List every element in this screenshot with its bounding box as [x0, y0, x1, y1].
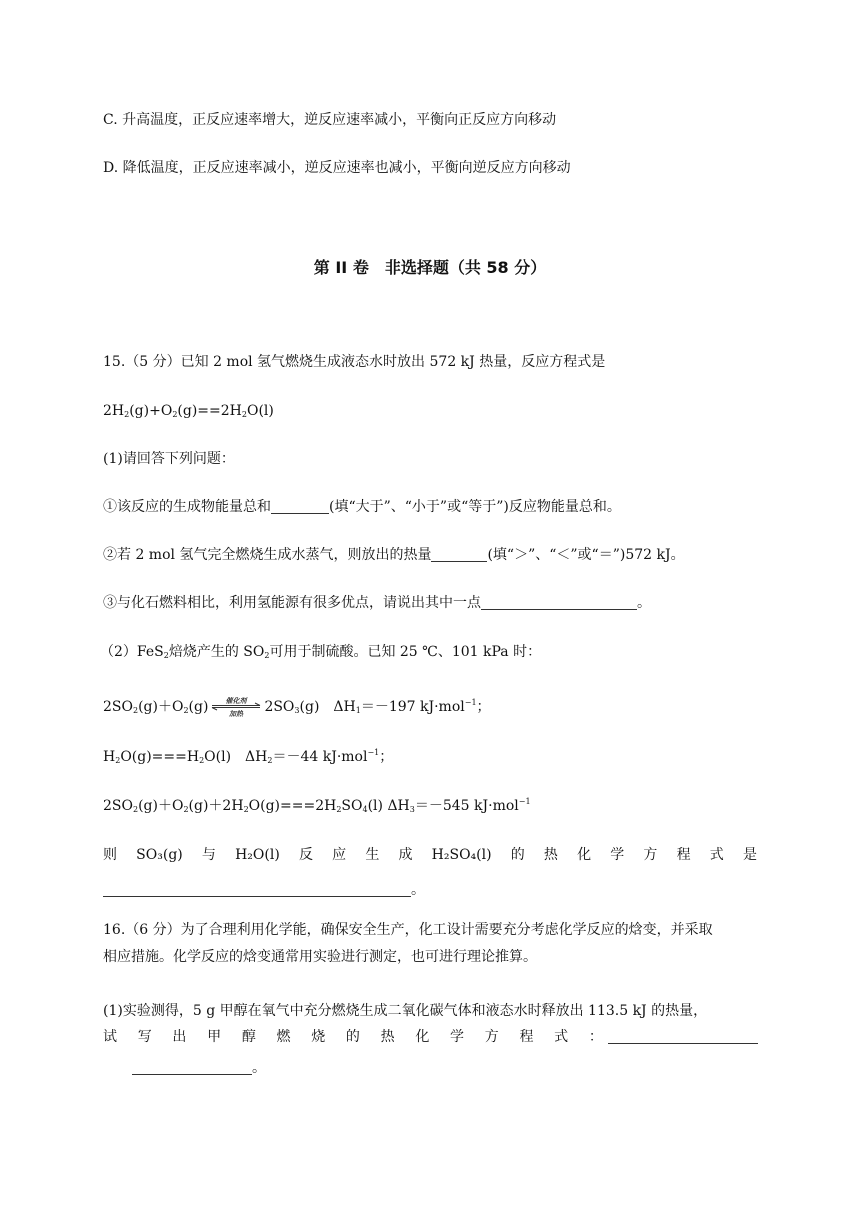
q15-intro: 15.（5 分）已知 2 mol 氢气燃烧生成液态水时放出 572 kJ 热量，反应方程式是: [103, 354, 606, 370]
q15-q3-text-post: 。: [637, 595, 651, 611]
word: 烧: [311, 1029, 326, 1045]
word: 化: [415, 1029, 430, 1045]
word: 是: [742, 847, 757, 863]
word: 热: [543, 847, 558, 863]
answer-blank[interactable]: [608, 1029, 758, 1044]
word: SO₃(g): [136, 847, 183, 863]
q16-intro-line2: 相应措施。化学反应的焓变通常用实验进行测定，也可进行理论推算。: [103, 949, 537, 965]
option-d: D. 降低温度，正反应速率减小，逆反应速率也减小，平衡向逆反应方向移动: [103, 160, 571, 176]
word: 方: [643, 847, 658, 863]
option-c: C. 升高温度，正反应速率增大，逆反应速率减小，平衡向正反应方向移动: [103, 112, 557, 128]
q15-q3-text-pre: ③与化石燃料相比，利用氢能源有很多优点，请说出其中一点: [103, 595, 481, 611]
answer-blank[interactable]: [132, 1060, 252, 1075]
word: 热: [380, 1029, 395, 1045]
q15-q2-text-pre: ②若 2 mol 氢气完全燃烧生成水蒸气，则放出的热量: [103, 547, 432, 563]
q15-part2-heading: （2）FeS$_2$焙烧产生的 $SO_2$可用于制硫酸。已知 25 ℃、101 kPa 时：: [100, 644, 542, 660]
reversible-arrow-icon: [210, 695, 262, 717]
word: 方: [484, 1029, 499, 1045]
q15-q2-text-post: (填“＞”、“＜”或“＝”)572 kJ。: [487, 547, 685, 563]
word: 甲: [207, 1029, 222, 1045]
q16-part1-line1: (1)实验测得，5 g 甲醇在氧气中充分燃烧生成二氧化碳气体和液态水时释放出 113.5 kJ 的热量，: [103, 1003, 708, 1019]
thermo-equation-3: $2SO_2(g)+O_2(g)+2H_2O(g)===2H_2SO_4(l)$ $\Delta H_3=-545$ kJ·mol$^{-1}$: [103, 797, 531, 814]
thermo-equation-1: $2SO_2(g)+O_2(g)$ 催化剂 加热 $2SO_3(g)$ $\Delta H_1=-197$ kJ·mol$^{-1}$；: [103, 697, 491, 717]
word: 成: [398, 847, 413, 863]
word: 燃: [276, 1029, 291, 1045]
word: ：: [588, 1029, 603, 1045]
period: 。: [252, 1060, 266, 1076]
section-title: 第 II 卷 非选择题（共 58 分）: [313, 258, 547, 277]
q15-part1-heading: (1)请回答下列问题：: [103, 451, 235, 467]
answer-blank[interactable]: [431, 547, 487, 562]
word: 学: [610, 847, 625, 863]
q16-blank-2-line: [132, 1058, 266, 1078]
word: 程: [676, 847, 691, 863]
q16-part1-line2: [103, 1027, 603, 1047]
word: 写: [137, 1029, 152, 1045]
word: 试: [103, 1029, 117, 1045]
catalyst-arrow: [210, 695, 262, 717]
word: 式: [709, 847, 724, 863]
period: 。: [411, 882, 425, 898]
part2-pre: （2）FeS: [100, 644, 164, 660]
q16-intro-line1: 16.（6 分）为了合理利用化学能，确保安全生产，化工设计需要充分考虑化学反应的焓变，并采取: [103, 922, 713, 938]
q15-final-answer-line: [103, 880, 425, 900]
q16-blank-1: [608, 1027, 758, 1047]
word: 学: [450, 1029, 465, 1045]
q15-question-2: [103, 545, 685, 565]
q15-final-question: [103, 845, 757, 865]
thermo-equation-2: $H_2O(g)===H_2O(l)$ $\Delta H_2=-44$ kJ·mol$^{-1}$；: [103, 748, 394, 765]
catalyst-label: 催化剂: [225, 697, 247, 705]
word: 则: [103, 847, 117, 863]
word: 应: [332, 847, 347, 863]
answer-blank[interactable]: [481, 595, 637, 610]
word: H₂SO₄(l): [431, 847, 492, 863]
part2-mid: 焙烧产生的 SO: [168, 644, 265, 660]
word: 醇: [241, 1029, 256, 1045]
word: 生: [365, 847, 380, 863]
word: 程: [519, 1029, 534, 1045]
q15-q1-text-post: (填“大于”、“小于”或“等于”)反应物能量总和。: [329, 499, 621, 515]
heating-label: 加热: [229, 710, 244, 717]
q15-question-1: [103, 497, 621, 517]
answer-blank[interactable]: [271, 499, 329, 514]
q15-question-3: [103, 593, 651, 613]
word: H₂O(l): [235, 847, 280, 863]
part2-post: 可用于制硫酸。已知 25 ℃、101 kPa 时：: [269, 644, 542, 660]
answer-blank[interactable]: [103, 882, 411, 897]
word: 出: [172, 1029, 187, 1045]
q15-q1-text-pre: ①该反应的生成物能量总和: [103, 499, 271, 515]
word: 与: [201, 847, 216, 863]
q15-equation: $2H_2(g)+O_2(g)==2H_2O(l)$: [103, 403, 274, 419]
word: 化: [577, 847, 592, 863]
word: 反: [298, 847, 313, 863]
word: 的: [345, 1029, 360, 1045]
word: 的: [510, 847, 525, 863]
word: 式: [554, 1029, 569, 1045]
